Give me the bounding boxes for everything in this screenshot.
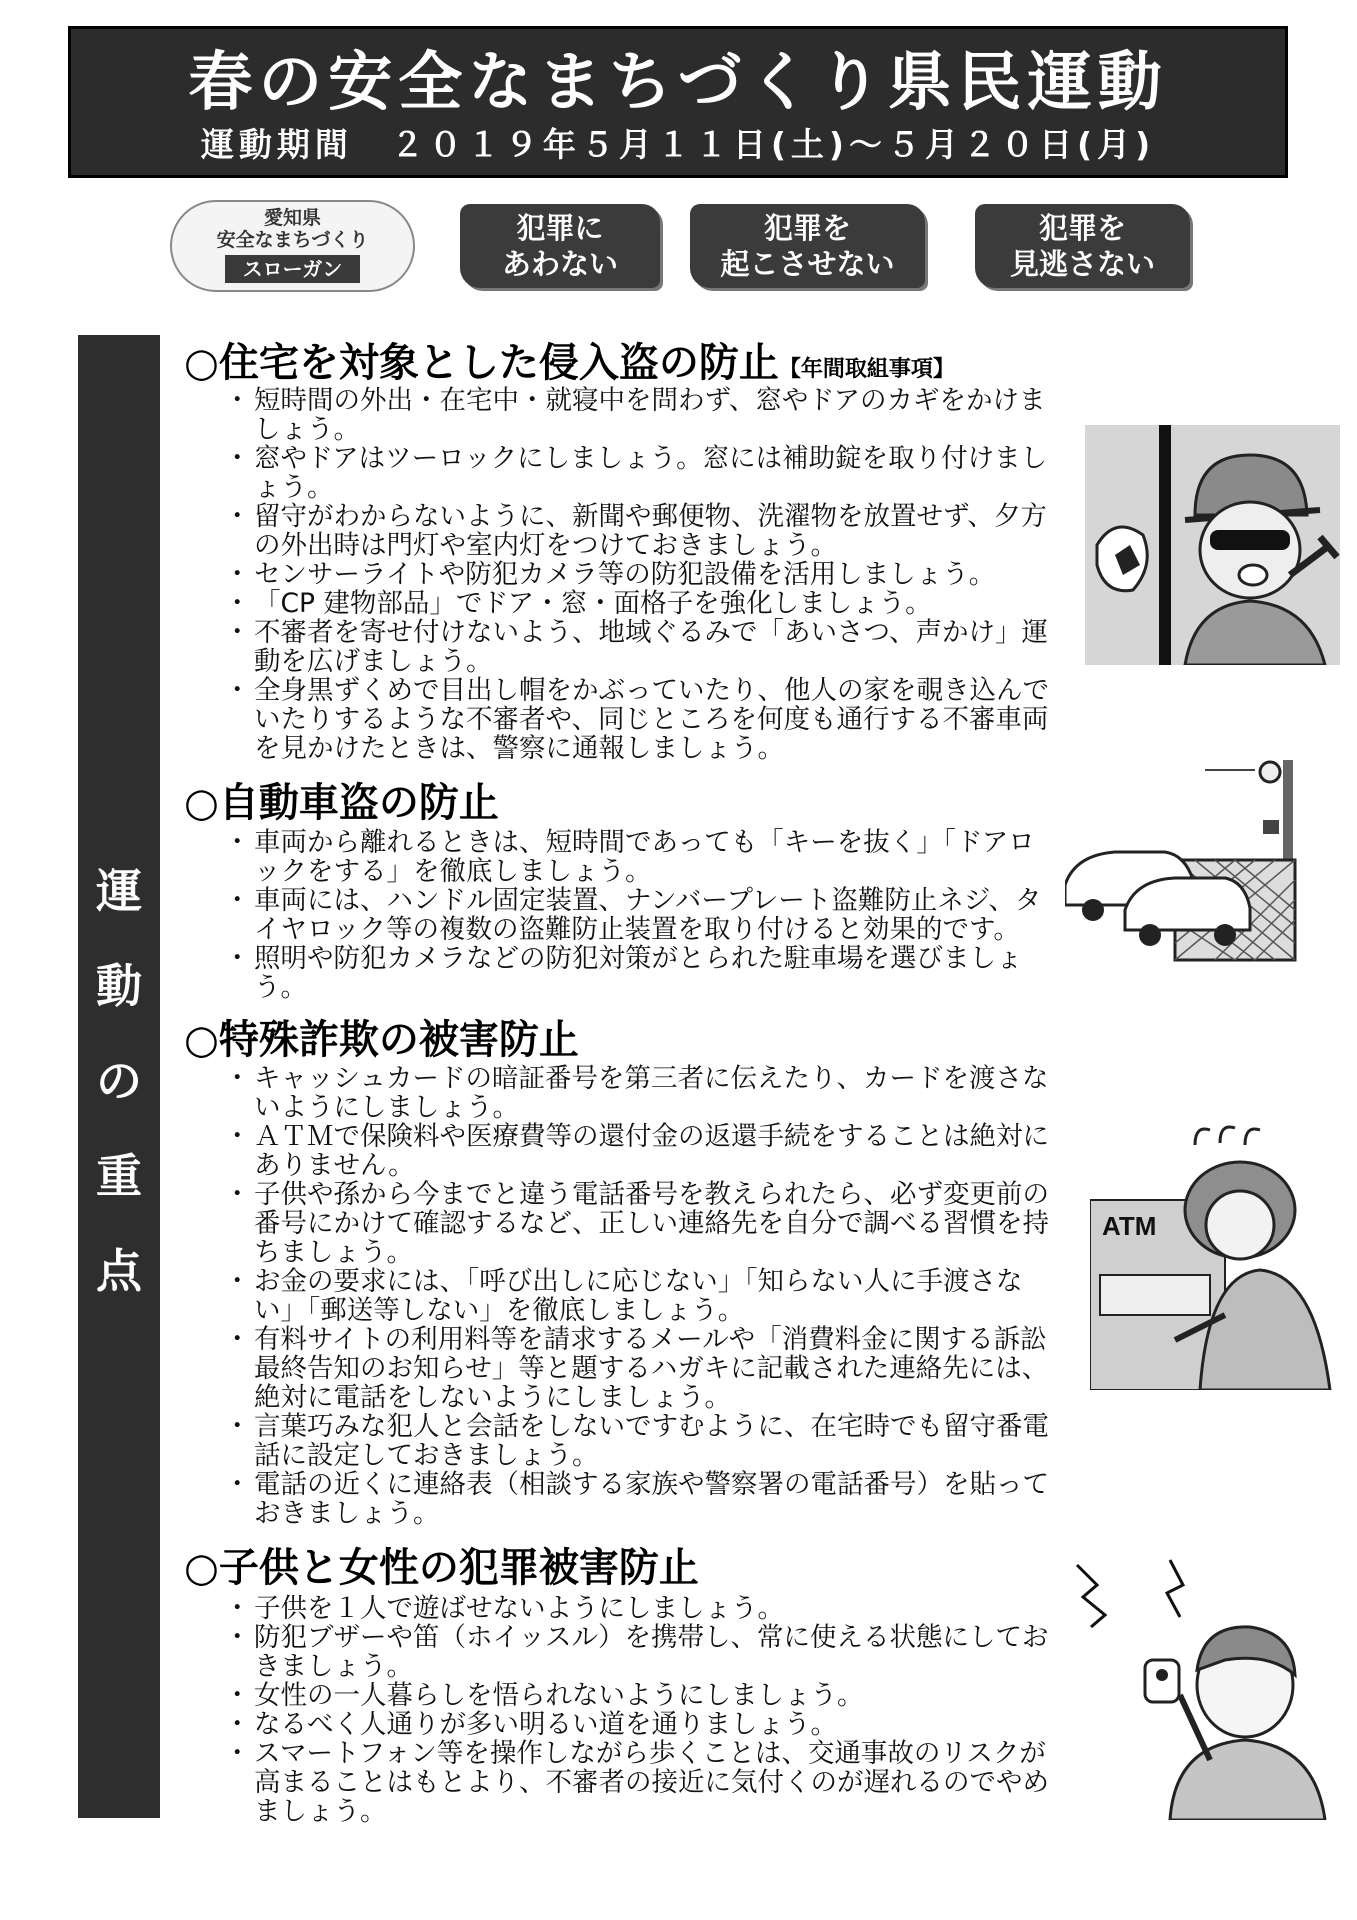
parking-illustration [1065,760,1320,995]
list-item: ・ 不審者を寄せ付けないよう、地域ぐるみで「あいさつ、声かけ」運動を広げましょう。 [230,618,1060,676]
atm-sign: ATM [1102,1211,1157,1241]
page-title: 春の安全なまちづくり県民運動 [188,46,1168,120]
list-item: ・ 窓やドアはツーロックにしましょう。窓には補助錠を取り付けましょう。 [230,444,1060,502]
atm-icon [1090,1125,1335,1390]
section-tag: 【年間取組事項】 [778,357,955,382]
list-item: ・ 防犯ブザーや笛（ホイッスル）を携帯し、常に使える状態にしておきましょう。 [230,1623,1060,1681]
slogan-row [170,196,1200,300]
logo-prefecture: 愛知県 [263,207,321,229]
side-label-bar [78,335,160,1818]
section-title-text: ○特殊詐欺の被害防止 [184,1017,579,1063]
list-item: ・ 照明や防犯カメラなどの防犯対策がとられた駐車場を選びましょう。 [230,944,1060,1002]
logo-subtitle: 安全なまちづくり [216,229,369,251]
section-title-text: ○子供と女性の犯罪被害防止 [184,1545,699,1591]
logo-badge: スローガン [225,255,361,283]
list-item: ・ 車両には、ハンドル固定装置、ナンバープレート盗難防止ネジ、タイヤロック等の複数の盗難防止装置を取り付けると効果的です。 [230,886,1060,944]
atm-illustration [1090,1125,1335,1390]
list-item: ・ お金の要求には、「呼び出しに応じない」「知らない人に手渡さない」「郵送等しない」を徹底しましょう。 [230,1267,1060,1325]
slogan-item: 犯罪を 見逃さない [975,204,1190,288]
bullet-list-burglary [230,386,1060,763]
list-item: ・ 電話の近くに連絡表（相談する家族や警察署の電話番号）を貼っておきましょう。 [230,1470,1060,1528]
alarm-buzzer-icon [1075,1535,1330,1820]
campaign-period: 運動期間 ２０１９年５月１１日(土)～５月２０日(月) [200,125,1156,164]
list-item: ・ 留守がわからないように、新聞や郵便物、洗濯物を放置せず、夕方の外出時は門灯や室内灯をつけておきましょう。 [230,502,1060,560]
slogan-item: 犯罪に あわない [460,204,660,288]
section-title-fraud [184,1015,579,1065]
burglar-icon [1085,425,1340,665]
buzzer-illustration [1075,1535,1330,1820]
list-item: ・ 車両から離れるときは、短時間であっても「キーを抜く」「ドアロックをする」を徹底しましょう。 [230,828,1060,886]
section-title-text: ○住宅を対象とした侵入盗の防止 [184,340,779,386]
list-item: ・ 有料サイトの利用料等を請求するメールや「消費料金に関する訴訟最終告知のお知らせ」等と題するハガキに記載された連絡先には、絶対に電話をしないようにしましょう。 [230,1325,1060,1412]
bullet-list-children-women [230,1594,1060,1826]
list-item: ・ 全身黒ずくめで目出し帽をかぶっていたり、他人の家を覗き込んでいたりするような不審者や、同じところを何度も通行する不審車両を見かけたときは、警察に通報しましょう。 [230,676,1060,763]
section-title-car-theft [184,778,499,828]
list-item: ・ ＡＴＭで保険料や医療費等の還付金の返還手続をすることは絶対にありません。 [230,1122,1060,1180]
burglar-illustration [1085,425,1340,665]
side-label-char: の [96,1054,142,1108]
list-item: ・ 言葉巧みな犯人と会話をしないですむように、在宅時でも留守番電話に設定しておきましょう。 [230,1412,1060,1470]
list-item: ・ なるべく人通りが多い明るい道を通りましょう。 [230,1710,1060,1739]
slogan-item: 犯罪を 起こさせない [690,204,925,288]
bullet-list-car-theft [230,828,1060,1002]
section-title-children-women [184,1543,699,1593]
list-item: ・ 女性の一人暮らしを悟られないようにしましょう。 [230,1681,1060,1710]
side-label-char: 運 [96,864,142,918]
list-item: ・ 子供や孫から今までと違う電話番号を教えられたら、必ず変更前の番号にかけて確認するなど、正しい連絡先を自分で調べる習慣を持ちましょう。 [230,1180,1060,1267]
side-label-char: 動 [96,959,142,1013]
side-label-char: 重 [96,1149,142,1203]
list-item: ・ スマートフォン等を操作しながら歩くことは、交通事故のリスクが高まることはもとより、不審者の接近に気付くのが遅れるのでやめましょう。 [230,1739,1060,1826]
list-item: ・ 子供を１人で遊ばせないようにしましょう。 [230,1594,1060,1623]
parking-lot-icon [1065,760,1320,995]
bullet-list-fraud [230,1064,1060,1528]
list-item: ・ 短時間の外出・在宅中・就寝中を問わず、窓やドアのカギをかけましょう。 [230,386,1060,444]
slogan-logo [170,200,415,292]
list-item: ・ キャッシュカードの暗証番号を第三者に伝えたり、カードを渡さないようにしましょう。 [230,1064,1060,1122]
title-banner [68,26,1288,178]
side-label-char: 点 [96,1244,142,1298]
list-item: ・ センサーライトや防犯カメラ等の防犯設備を活用しましょう。 [230,560,1060,589]
list-item: ・ 「CP 建物部品」でドア・窓・面格子を強化しましょう。 [230,589,1060,618]
section-title-text: ○自動車盗の防止 [184,780,499,826]
